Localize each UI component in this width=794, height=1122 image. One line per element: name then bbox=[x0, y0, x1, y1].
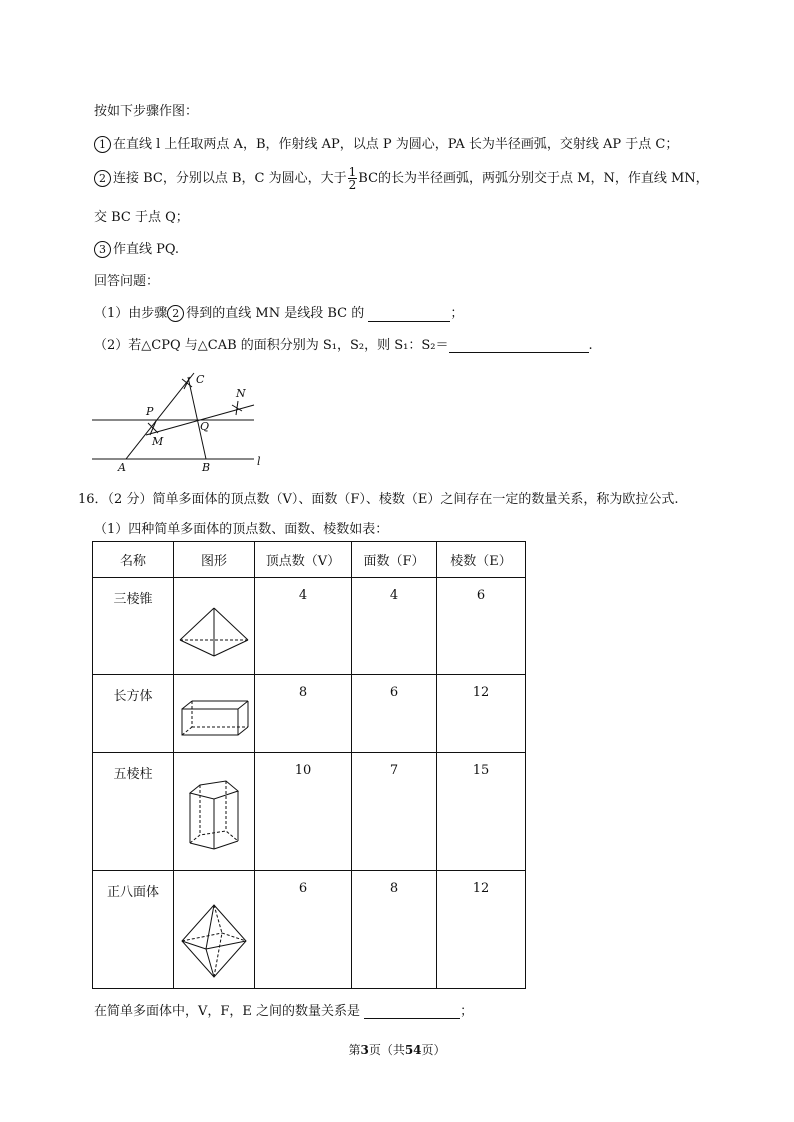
footer-text: 页（共 bbox=[368, 1043, 405, 1057]
label-p: P bbox=[146, 405, 154, 418]
page-number: 3 bbox=[360, 1043, 369, 1057]
label-n: N bbox=[236, 387, 246, 400]
page-footer bbox=[0, 1041, 794, 1058]
table-row bbox=[93, 871, 526, 989]
label-b: B bbox=[202, 461, 211, 474]
row-edges: 6 bbox=[437, 578, 526, 675]
row-vertices: 6 bbox=[255, 871, 352, 989]
footer-text: 页） bbox=[421, 1043, 446, 1057]
label-c: C bbox=[196, 373, 205, 386]
q1-text: （1）由步骤 bbox=[94, 306, 168, 321]
polyhedra-table bbox=[92, 541, 526, 989]
step-number: 2 bbox=[167, 305, 184, 322]
step-text: 作直线 PQ. bbox=[113, 242, 180, 257]
header-shape: 图形 bbox=[174, 542, 255, 578]
row-vertices: 8 bbox=[255, 675, 352, 753]
construction-figure bbox=[90, 365, 280, 477]
row-vertices: 4 bbox=[255, 578, 352, 675]
header-name: 名称 bbox=[93, 542, 174, 578]
step-1 bbox=[94, 133, 678, 153]
q1-end: ； bbox=[450, 306, 464, 321]
header-vertices: 顶点数（V） bbox=[255, 542, 352, 578]
question-2 bbox=[94, 334, 593, 353]
fraction-denominator: 2 bbox=[348, 178, 357, 192]
label-m: M bbox=[152, 435, 164, 448]
table-header-row bbox=[93, 542, 526, 578]
octahedron-icon bbox=[176, 881, 252, 981]
relation-end: ； bbox=[460, 1004, 474, 1019]
label-l: l bbox=[257, 455, 261, 468]
row-edges: 12 bbox=[437, 871, 526, 989]
row-shape bbox=[174, 675, 255, 753]
pentagonal-prism-icon bbox=[176, 763, 252, 863]
step-text: 连接 BC，分别以点 B，C 为圆心，大于 bbox=[113, 171, 347, 186]
question-16: 16．（2 分）简单多面体的顶点数（V）、面数（F）、棱数（E）之间存在一定的数量关系，称为欧拉公式. bbox=[78, 492, 679, 507]
step-2-cont: 交 BC 于点 Q； bbox=[94, 210, 189, 225]
row-name: 正八面体 bbox=[93, 871, 174, 989]
fraction-numerator: 1 bbox=[348, 165, 357, 179]
answer-blank[interactable] bbox=[364, 1004, 460, 1019]
label-q: Q bbox=[200, 420, 210, 433]
row-name: 五棱柱 bbox=[93, 753, 174, 871]
row-shape bbox=[174, 753, 255, 871]
answer-blank[interactable] bbox=[449, 338, 589, 353]
question-16-1: （1）四种简单多面体的顶点数、面数、棱数如表： bbox=[94, 522, 389, 537]
total-pages: 54 bbox=[404, 1043, 422, 1057]
fraction bbox=[348, 166, 358, 191]
fraction-tail: BC bbox=[358, 171, 379, 186]
row-faces: 4 bbox=[352, 578, 437, 675]
step-number: 2 bbox=[94, 170, 111, 187]
q1-text-b: 得到的直线 MN 是线段 BC 的 bbox=[186, 306, 365, 321]
table-row bbox=[93, 753, 526, 871]
q2-text: （2）若△CPQ 与△CAB 的面积分别为 S₁，S₂，则 S₁：S₂＝ bbox=[94, 338, 449, 353]
table-row bbox=[93, 578, 526, 675]
row-vertices: 10 bbox=[255, 753, 352, 871]
question-1 bbox=[94, 302, 463, 322]
row-name: 三棱锥 bbox=[93, 578, 174, 675]
cuboid-icon bbox=[176, 685, 252, 745]
triangular-pyramid-icon bbox=[176, 588, 252, 666]
header-faces: 面数（F） bbox=[352, 542, 437, 578]
row-edges: 15 bbox=[437, 753, 526, 871]
relation-text: 在简单多面体中，V，F，E 之间的数量关系是 bbox=[94, 1004, 361, 1019]
label-a: A bbox=[118, 461, 126, 474]
header-edges: 棱数（E） bbox=[437, 542, 526, 578]
row-shape bbox=[174, 871, 255, 989]
row-shape bbox=[174, 578, 255, 675]
answer-heading: 回答问题： bbox=[94, 274, 160, 289]
footer-text: 第 bbox=[348, 1043, 361, 1057]
answer-blank[interactable] bbox=[368, 307, 450, 322]
step-number: 3 bbox=[94, 241, 111, 258]
q2-end: . bbox=[588, 338, 593, 353]
steps-intro: 按如下步骤作图： bbox=[94, 104, 199, 119]
step-text: 在直线 l 上任取两点 A，B，作射线 AP，以点 P 为圆心，PA 长为半径画弧，交射线 AP 于点 C； bbox=[113, 137, 679, 152]
step-2 bbox=[94, 166, 709, 191]
row-faces: 8 bbox=[352, 871, 437, 989]
row-faces: 6 bbox=[352, 675, 437, 753]
step-3 bbox=[94, 238, 179, 258]
row-edges: 12 bbox=[437, 675, 526, 753]
step-number: 1 bbox=[94, 136, 111, 153]
relation-question bbox=[94, 1000, 473, 1019]
row-name: 长方体 bbox=[93, 675, 174, 753]
step-text-b: 的长为半径画弧，两弧分别交于点 M，N，作直线 MN， bbox=[378, 171, 709, 186]
table-row bbox=[93, 675, 526, 753]
row-faces: 7 bbox=[352, 753, 437, 871]
